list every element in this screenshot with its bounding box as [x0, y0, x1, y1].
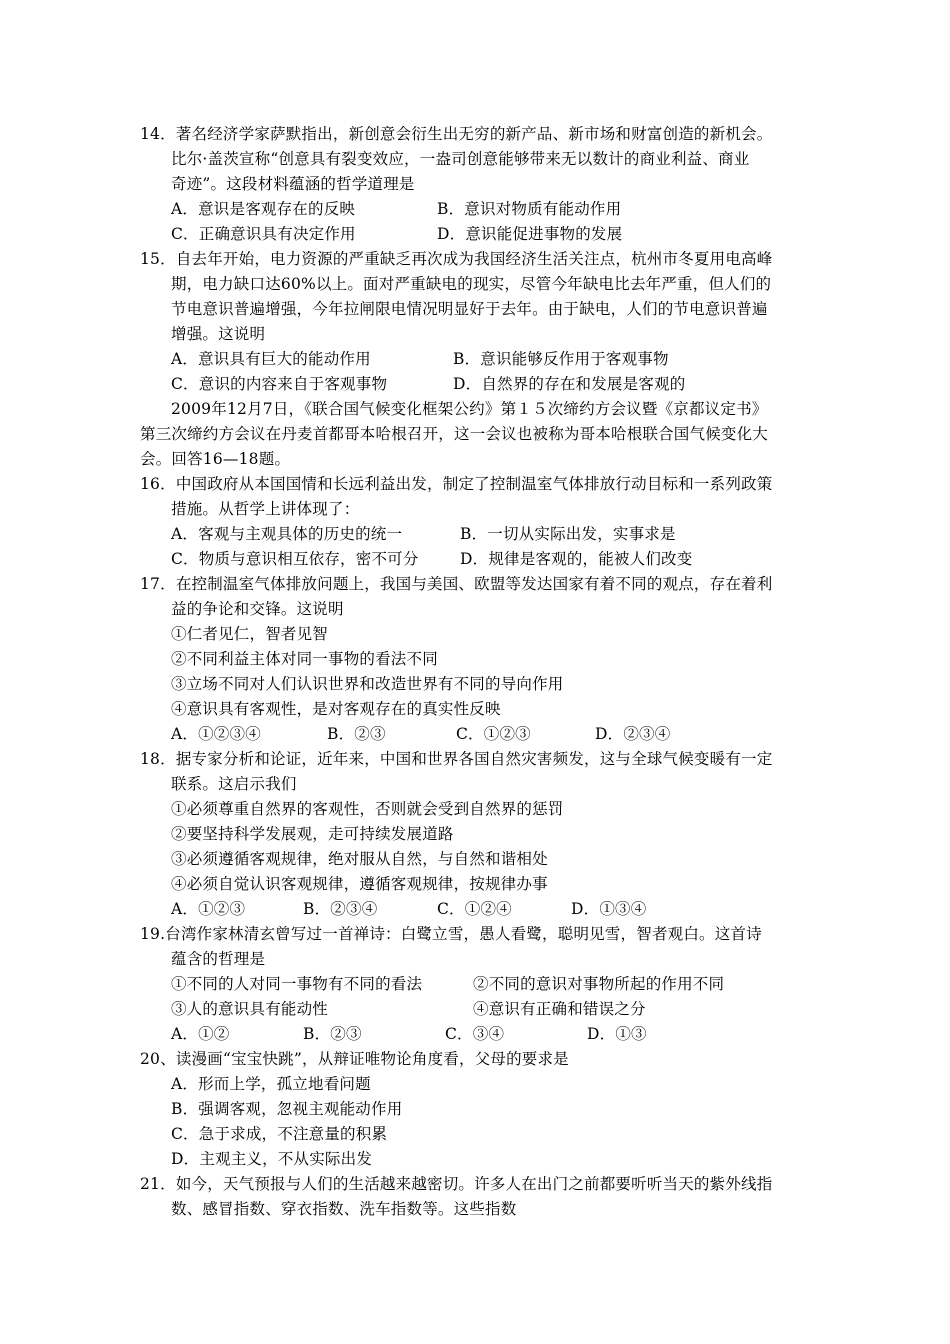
q17-option-a: A．①②③④ [171, 725, 261, 743]
q16-option-a: A．客观与主观具体的历史的统一 [171, 525, 403, 543]
q15-option-d: D．自然界的存在和发展是客观的 [453, 375, 686, 393]
q18-item-2: ②要坚持科学发展观，走可持续发展道路 [171, 825, 454, 843]
q18-line-2: 联系。这启示我们 [171, 775, 297, 793]
q14-option-c: C．正确意识具有决定作用 [171, 225, 356, 243]
q21-line-1: 21．如今，天气预报与人们的生活越来越密切。许多人在出门之前都要听听当天的紫外线指 [140, 1175, 773, 1193]
q17-item-2: ②不同利益主体对同一事物的看法不同 [171, 650, 438, 668]
q19-option-a: A．①② [171, 1025, 230, 1043]
q15-option-a: A．意识具有巨大的能动作用 [171, 350, 371, 368]
q16-line-1: 16．中国政府从本国国情和长远利益出发，制定了控制温室气体排放行动目标和一系列政策 [140, 475, 773, 493]
q21-line-2: 数、感冒指数、穿衣指数、洗车指数等。这些指数 [171, 1200, 517, 1218]
q14-line-1: 14．著名经济学家萨默指出，新创意会衍生出无穷的新产品、新市场和财富创造的新机会。 [140, 125, 773, 143]
q20-option-a: A．形而上学，孤立地看问题 [171, 1075, 371, 1093]
q16-option-d: D．规律是客观的，能被人们改变 [460, 550, 693, 568]
q15-line-4: 增强。这说明 [171, 325, 266, 343]
q18-item-1: ①必须尊重自然界的客观性，否则就会受到自然界的惩罚 [171, 800, 564, 818]
q16-option-b: B．一切从实际出发，实事求是 [460, 525, 676, 543]
q15-option-c: C．意识的内容来自于客观事物 [171, 375, 388, 393]
q20-option-d: D．主观主义，不从实际出发 [171, 1150, 373, 1168]
q14-line-3: 奇迹”。这段材料蕴涵的哲学道理是 [171, 175, 415, 193]
passage-line-1: 2009年12月7日，《联合国气候变化框架公约》第１５次缔约方会议暨《京都议定书》 [171, 400, 768, 418]
passage-line-3: 会。回答16—18题。 [140, 450, 291, 468]
q19-item-1: ①不同的人对同一事物有不同的看法 [171, 975, 423, 993]
q17-option-c: C．①②③ [456, 725, 531, 743]
q18-line-1: 18．据专家分析和论证，近年来，中国和世界各国自然灾害频发，这与全球气候变暖有一定 [140, 750, 773, 768]
q15-line-2: 期，电力缺口达60%以上。面对严重缺电的现实，尽管今年缺电比去年严重，但人们的 [171, 275, 772, 293]
q15-line-3: 节电意识普遍增强，今年拉闸限电情况明显好于去年。由于缺电，人们的节电意识普遍 [171, 300, 768, 318]
q18-option-b: B．②③④ [303, 900, 378, 918]
q17-option-d: D．②③④ [595, 725, 671, 743]
q16-line-2: 措施。从哲学上讲体现了： [171, 500, 360, 518]
q19-option-c: C．③④ [445, 1025, 505, 1043]
q19-option-d: D．①③ [587, 1025, 647, 1043]
q14-option-d: D．意识能促进事物的发展 [437, 225, 623, 243]
q18-option-a: A．①②③ [171, 900, 246, 918]
q19-option-b: B．②③ [303, 1025, 362, 1043]
q20-option-b: B．强调客观，忽视主观能动作用 [171, 1100, 403, 1118]
q19-item-4: ④意识有正确和错误之分 [473, 1000, 646, 1018]
q18-option-c: C．①②④ [437, 900, 512, 918]
passage-line-2: 第三次缔约方会议在丹麦首都哥本哈根召开，这一会议也被称为哥本哈根联合国气候变化大 [140, 425, 769, 443]
q18-item-4: ④必须自觉认识客观规律，遵循客观规律，按规律办事 [171, 875, 548, 893]
q17-option-b: B．②③ [327, 725, 386, 743]
q19-item-2: ②不同的意识对事物所起的作用不同 [473, 975, 725, 993]
q18-option-d: D．①③④ [571, 900, 647, 918]
q20-line-1: 20、读漫画“宝宝快跳”，从辩证唯物论角度看，父母的要求是 [140, 1050, 569, 1068]
q17-item-4: ④意识具有客观性，是对客观存在的真实性反映 [171, 700, 501, 718]
q17-line-2: 益的争论和交锋。这说明 [171, 600, 344, 618]
q18-item-3: ③必须遵循客观规律，绝对服从自然，与自然和谐相处 [171, 850, 548, 868]
q16-option-c: C．物质与意识相互依存，密不可分 [171, 550, 419, 568]
q15-option-b: B．意识能够反作用于客观事物 [453, 350, 669, 368]
q19-line-2: 蕴含的哲理是 [171, 950, 266, 968]
q19-item-3: ③人的意识具有能动性 [171, 1000, 329, 1018]
q14-line-2: 比尔·盖茨宣称“创意具有裂变效应，一盎司创意能够带来无以数计的商业利益、商业 [171, 150, 750, 168]
q17-line-1: 17．在控制温室气体排放问题上，我国与美国、欧盟等发达国家有着不同的观点，存在着利 [140, 575, 773, 593]
q14-option-b: B．意识对物质有能动作用 [437, 200, 622, 218]
q20-option-c: C．急于求成，不注意量的积累 [171, 1125, 388, 1143]
q17-item-1: ①仁者见仁，智者见智 [171, 625, 329, 643]
q15-line-1: 15．自去年开始，电力资源的严重缺乏再次成为我国经济生活关注点，杭州市冬夏用电高峰 [140, 250, 773, 268]
q17-item-3: ③立场不同对人们认识世界和改造世界有不同的导向作用 [171, 675, 564, 693]
q19-line-1: 19.台湾作家林清玄曾写过一首禅诗：白鹭立雪，愚人看鹭，聪明见雪，智者观白。这首诗 [140, 925, 762, 943]
q14-option-a: A．意识是客观存在的反映 [171, 200, 356, 218]
